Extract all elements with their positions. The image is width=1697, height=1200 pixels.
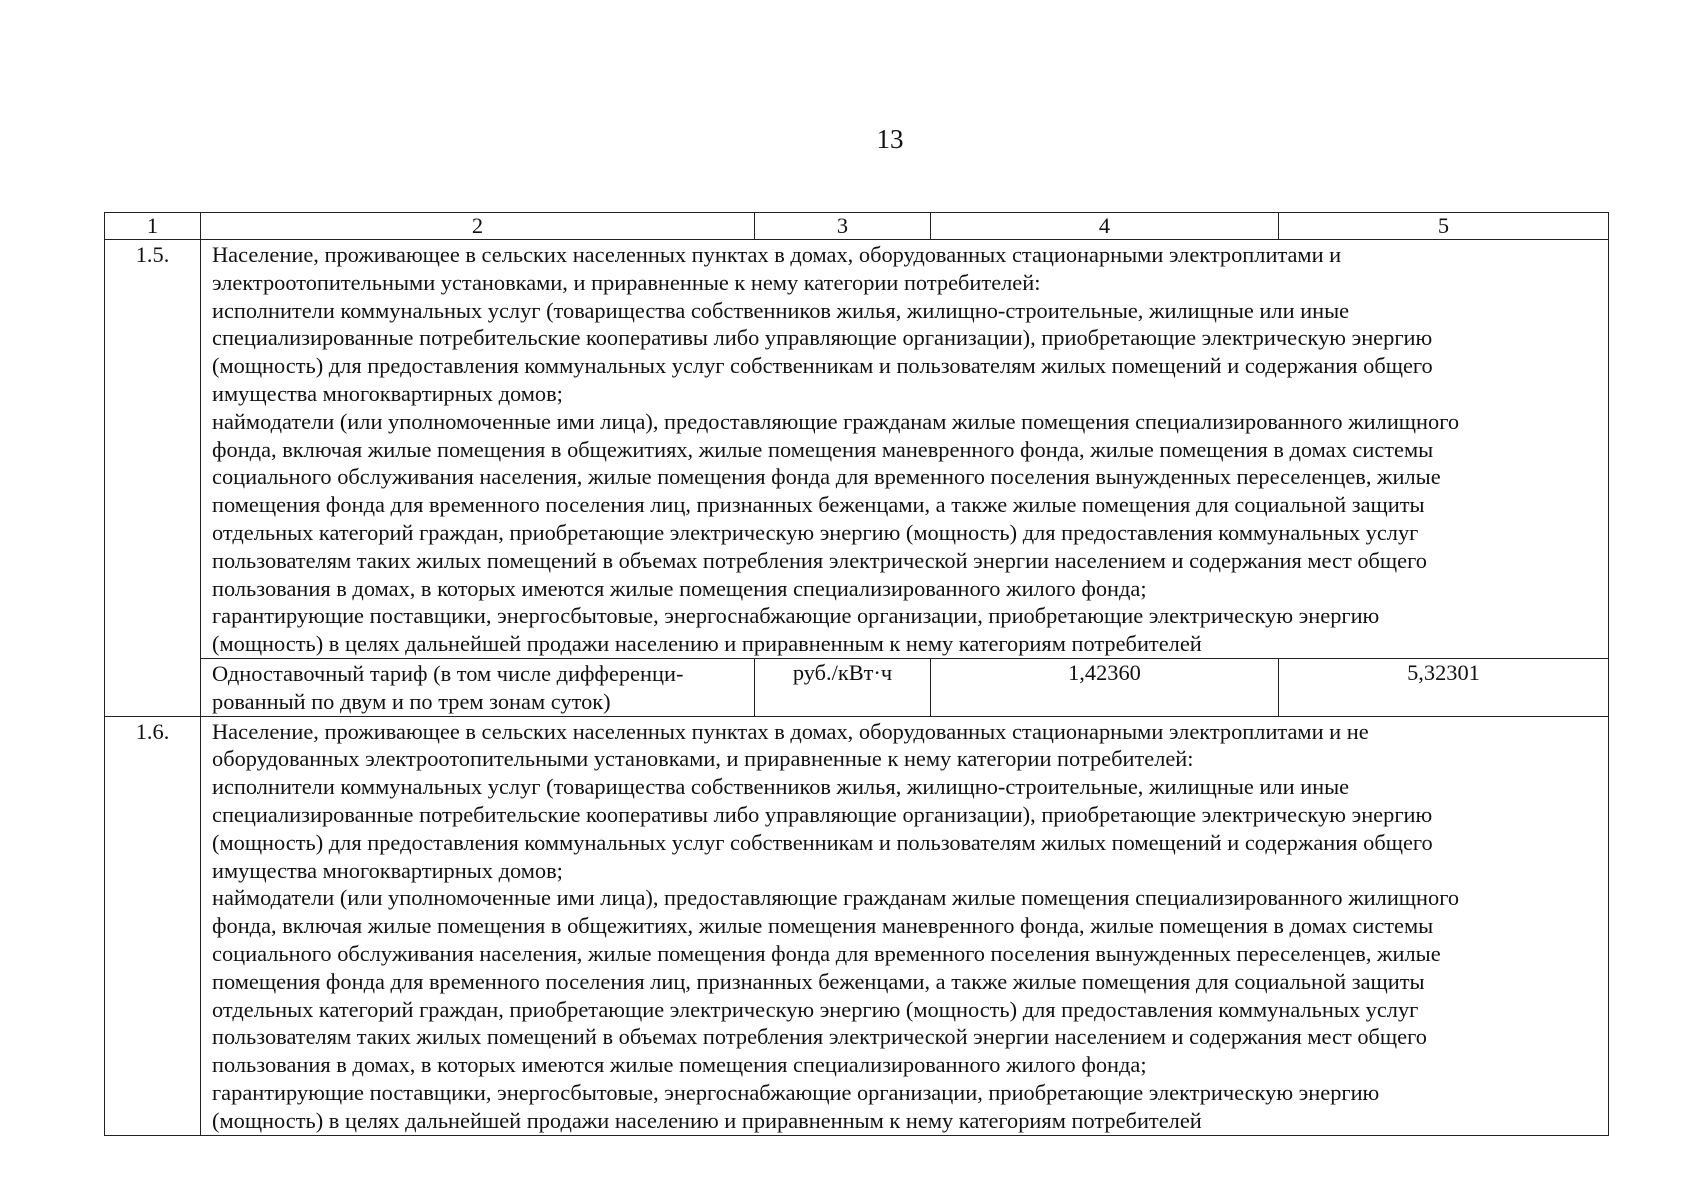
description-line: отдельных категорий граждан, приобретающие электрическую энергию (мощность) для предоставления коммунальных услуг <box>212 996 1419 1022</box>
tariff-label <box>201 658 755 716</box>
tariff-label-line: Одноставочный тариф (в том числе дифференци- <box>212 660 684 686</box>
description-line: электроотопительными установками, и приравненные к нему категории потребителей: <box>212 269 1041 295</box>
tariff-table <box>104 212 1609 1136</box>
description-line: пользователям таких жилых помещений в объемах потребления электрической энергии населением и содержания мест общего <box>212 547 1427 573</box>
description-line: гарантирующие поставщики, энергосбытовые, энергоснабжающие организации, приобретающие электрическую энергию <box>212 1079 1380 1105</box>
tariff-unit: руб./кВт·ч <box>755 658 931 716</box>
description-line: социального обслуживания населения, жилые помещения фонда для временного поселения вынужденных переселенцев, жилые <box>212 940 1441 966</box>
table-header-row <box>105 213 1609 240</box>
table-row <box>105 716 1609 1135</box>
column-header: 2 <box>201 213 755 240</box>
page-number: 13 <box>876 124 904 154</box>
description-line: (мощность) для предоставления коммунальных услуг собственникам и пользователям жилых помещений и содержания общего <box>212 829 1433 855</box>
description-line: помещения фонда для временного поселения лиц, признанных беженцами, а также жилые помещения для социальной защиты <box>212 492 1425 518</box>
column-header: 5 <box>1279 213 1609 240</box>
description-line: исполнители коммунальных услуг (товарищества собственников жилья, жилищно-строительные, жилищные или иные <box>212 774 1350 800</box>
description-line: (мощность) в целях дальнейшей продажи населению и приравненным к нему категориям потребителей <box>212 1107 1202 1133</box>
description-line: наймодатели (или уполномоченные ими лица), предоставляющие гражданам жилые помещения специализированного жилищного <box>212 408 1460 434</box>
description-line: специализированные потребительские кооперативы либо управляющие организации), приобретающие электрическую энергию <box>212 325 1433 351</box>
description-line: гарантирующие поставщики, энергосбытовые, энергоснабжающие организации, приобретающие электрическую энергию <box>212 603 1380 629</box>
description-line: пользователям таких жилых помещений в объемах потребления электрической энергии населением и содержания мест общего <box>212 1024 1427 1050</box>
row-description <box>201 240 1609 659</box>
description-line: (мощность) для предоставления коммунальных услуг собственникам и пользователям жилых помещений и содержания общего <box>212 353 1433 379</box>
description-line: наймодатели (или уполномоченные ими лица), предоставляющие гражданам жилые помещения специализированного жилищного <box>212 885 1460 911</box>
row-description <box>201 716 1609 1135</box>
description-line: фонда, включая жилые помещения в общежитиях, жилые помещения маневренного фонда, жилые помещения в домах системы <box>212 913 1434 939</box>
description-line: имущества многоквартирных домов; <box>212 857 563 883</box>
description-line: фонда, включая жилые помещения в общежитиях, жилые помещения маневренного фонда, жилые помещения в домах системы <box>212 436 1434 462</box>
tariff-row <box>105 658 1609 716</box>
column-header: 3 <box>755 213 931 240</box>
description-line: Население, проживающее в сельских населенных пунктах в домах, оборудованных стационарными электроплитами и не <box>212 718 1369 744</box>
description-line: Население, проживающее в сельских населенных пунктах в домах, оборудованных стационарными электроплитами и <box>212 242 1342 267</box>
row-number: 1.5. <box>105 240 201 717</box>
description-line: специализированные потребительские кооперативы либо управляющие организации), приобретающие электрическую энергию <box>212 801 1433 827</box>
row-number: 1.6. <box>105 716 201 1135</box>
tariff-label-line: рованный по двум и по трем зонам суток) <box>212 688 611 714</box>
description-line: отдельных категорий граждан, приобретающие электрическую энергию (мощность) для предоставления коммунальных услуг <box>212 519 1419 545</box>
column-header: 4 <box>931 213 1279 240</box>
description-line: помещения фонда для временного поселения лиц, признанных беженцами, а также жилые помещения для социальной защиты <box>212 968 1425 994</box>
description-line: социального обслуживания населения, жилые помещения фонда для временного поселения вынужденных переселенцев, жилые <box>212 464 1441 490</box>
description-line: исполнители коммунальных услуг (товарищества собственников жилья, жилищно-строительные, жилищные или иные <box>212 297 1350 323</box>
description-line: пользования в домах, в которых имеются жилые помещения специализированного жилого фонда; <box>212 1052 1147 1078</box>
tariff-value-col4: 1,42360 <box>931 658 1279 716</box>
description-line: оборудованных электроотопительными установками, и приравненные к нему категории потребителей: <box>212 746 1194 772</box>
description-line: имущества многоквартирных домов; <box>212 380 563 406</box>
column-header: 1 <box>105 213 201 240</box>
description-line: (мощность) в целях дальнейшей продажи населению и приравненным к нему категориям потребителей <box>212 631 1202 657</box>
tariff-value-col5: 5,32301 <box>1279 658 1609 716</box>
table-row <box>105 240 1609 659</box>
description-line: пользования в домах, в которых имеются жилые помещения специализированного жилого фонда; <box>212 575 1147 601</box>
